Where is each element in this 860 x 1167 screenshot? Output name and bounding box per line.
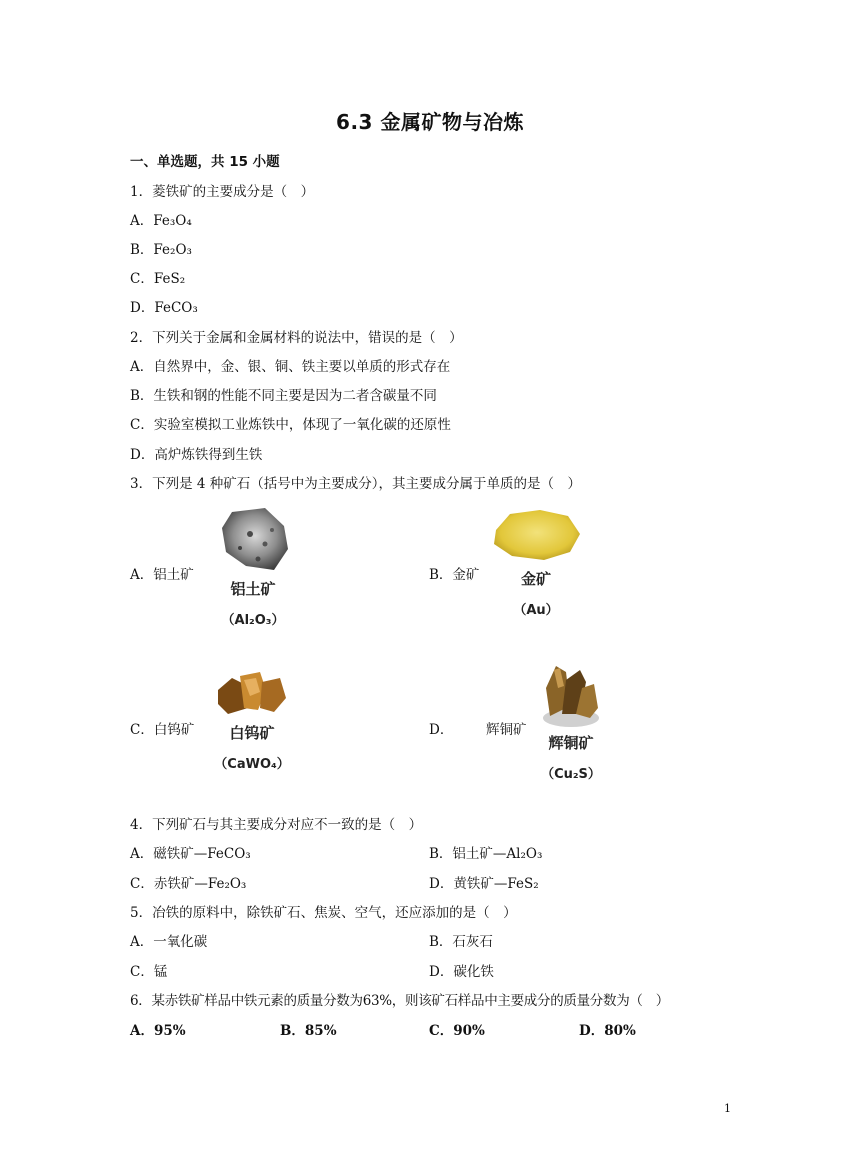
question-6-option-b[interactable]: B．85% bbox=[280, 1023, 337, 1039]
question-4-option-d[interactable]: D．黄铁矿—FeS₂ bbox=[429, 876, 539, 892]
question-3-option-c[interactable]: C．白钨矿 bbox=[130, 722, 195, 738]
scheelite-figure bbox=[214, 668, 290, 772]
scheelite-ore-image bbox=[214, 668, 290, 718]
question-3-stem: 3．下列是 4 种矿石（括号中为主要成分），其主要成分属于单质的是（ ） bbox=[130, 476, 582, 492]
question-1-option-c[interactable]: C．FeS₂ bbox=[130, 271, 186, 287]
question-2-option-a[interactable]: A．自然界中，金、银、铜、铁主要以单质的形式存在 bbox=[130, 359, 451, 375]
question-1-option-b[interactable]: B．Fe₂O₃ bbox=[130, 242, 192, 258]
question-3-option-a[interactable]: A．铝土矿 bbox=[130, 567, 194, 583]
chalcocite-figure bbox=[536, 658, 606, 782]
bauxite-formula: （Al₂O₃） bbox=[221, 613, 285, 628]
gold-ore-figure bbox=[488, 504, 584, 618]
question-5-option-a[interactable]: A．一氧化碳 bbox=[130, 934, 208, 950]
question-6-option-d[interactable]: D．80% bbox=[579, 1023, 636, 1039]
gold-ore-image bbox=[488, 504, 584, 564]
question-5-option-c[interactable]: C．锰 bbox=[130, 964, 168, 980]
question-1-stem: 1．菱铁矿的主要成分是（ ） bbox=[130, 184, 315, 200]
gold-ore-formula: （Au） bbox=[513, 603, 559, 618]
question-4-stem: 4．下列矿石与其主要成分对应不一致的是（ ） bbox=[130, 817, 423, 833]
gold-ore-caption: 金矿 bbox=[520, 570, 551, 588]
section-heading: 一、单选题，共 15 小题 bbox=[130, 154, 280, 170]
question-6-option-c[interactable]: C．90% bbox=[429, 1023, 485, 1039]
bauxite-ore-image bbox=[210, 504, 296, 574]
question-6-option-a[interactable]: A．95% bbox=[130, 1023, 186, 1039]
question-6-stem: 6．某赤铁矿样品中铁元素的质量分数为63%，则该矿石样品中主要成分的质量分数为（ ） bbox=[130, 993, 669, 1009]
question-3-option-d[interactable]: D． bbox=[429, 722, 454, 738]
question-2-option-d[interactable]: D．高炉炼铁得到生铁 bbox=[130, 447, 263, 463]
question-5-option-d[interactable]: D．碳化铁 bbox=[429, 964, 494, 980]
scheelite-formula: （CaWO₄） bbox=[214, 757, 290, 772]
question-2-option-c[interactable]: C．实验室模拟工业炼铁中，体现了一氧化碳的还原性 bbox=[130, 417, 451, 433]
question-5-option-b[interactable]: B．石灰石 bbox=[429, 934, 493, 950]
question-1-option-a[interactable]: A．Fe₃O₄ bbox=[130, 213, 192, 229]
question-2-option-b[interactable]: B．生铁和钢的性能不同主要是因为二者含碳量不同 bbox=[130, 388, 437, 404]
page-title: 6.3 金属矿物与冶炼 bbox=[336, 110, 524, 134]
question-4-option-b[interactable]: B．铝土矿—Al₂O₃ bbox=[429, 846, 543, 862]
question-3-option-d-label: 辉铜矿 bbox=[486, 722, 527, 738]
question-4-option-c[interactable]: C．赤铁矿—Fe₂O₃ bbox=[130, 876, 247, 892]
question-4-option-a[interactable]: A．磁铁矿—FeCO₃ bbox=[130, 846, 251, 862]
question-5-stem: 5．冶铁的原料中，除铁矿石、焦炭、空气，还应添加的是（ ） bbox=[130, 905, 517, 921]
bauxite-caption: 铝土矿 bbox=[230, 580, 276, 598]
question-3-option-b[interactable]: B．金矿 bbox=[429, 567, 480, 583]
page-number: 1 bbox=[724, 1102, 731, 1115]
chalcocite-ore-image bbox=[536, 658, 606, 728]
chalcocite-formula: （Cu₂S） bbox=[541, 767, 601, 782]
question-1-option-d[interactable]: D．FeCO₃ bbox=[130, 300, 198, 316]
question-2-stem: 2．下列关于金属和金属材料的说法中，错误的是（ ） bbox=[130, 330, 463, 346]
scheelite-caption: 白钨矿 bbox=[229, 724, 275, 742]
chalcocite-caption: 辉铜矿 bbox=[548, 734, 594, 752]
bauxite-figure bbox=[210, 504, 296, 628]
